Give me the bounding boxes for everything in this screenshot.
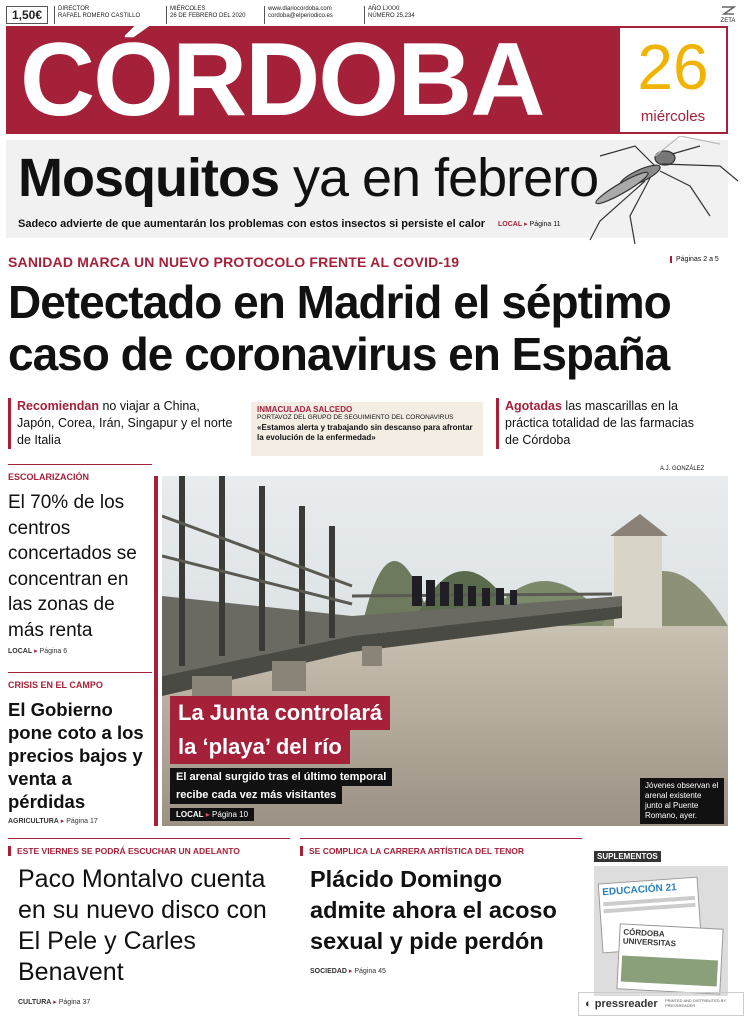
supplements-label: SUPLEMENTOS	[594, 851, 661, 862]
triangle-icon: ▸	[60, 818, 65, 825]
masks-lead-word: Agotadas	[505, 399, 562, 413]
banner-headline-light: ya en febrero	[278, 148, 599, 208]
banner-ref-page: Página 11	[529, 221, 561, 228]
cover1-title: EDUCACIÓN 21	[601, 882, 678, 899]
travel-lead-word: Recomiendan	[17, 399, 99, 413]
banner-ref-section: LOCAL	[498, 221, 523, 228]
photo-credit: A.J. GONZÁLEZ	[660, 466, 705, 472]
montalvo-section: ESTE VIERNES SE PODRÁ ESCUCHAR UN ADELANTO	[8, 846, 292, 856]
date-label: 26 DE FEBRERO DEL 2020	[170, 13, 246, 19]
lead-kicker: SANIDAD MARCA UN NUEVO PROTOCOLO FRENTE AL COVID-19	[8, 254, 460, 270]
weekday-label: MIÉRCOLES	[170, 6, 206, 12]
quote-name: INMACULADA SALCEDO	[257, 405, 353, 414]
publisher-logo	[714, 6, 742, 25]
supplements[interactable]	[594, 846, 728, 996]
river-photo[interactable]	[162, 476, 728, 826]
lead-headline[interactable]	[8, 276, 744, 380]
divider	[8, 672, 152, 673]
left-story-farming[interactable]	[8, 680, 152, 825]
mosquito-icon	[560, 136, 740, 246]
director-name: RAFAEL ROMERO CASTILLO	[58, 13, 141, 19]
farming-ref-section: AGRICULTURA	[8, 818, 59, 825]
photo-ref-section: LOCAL	[176, 810, 204, 819]
bottom-story-montalvo[interactable]	[8, 846, 292, 1006]
photo-headline-line1: La Junta controlará	[170, 696, 390, 730]
year-label: AÑO LXXXI	[368, 6, 400, 12]
lead-pages-ref: Páginas 2 a 5	[670, 256, 719, 263]
cover-photo	[621, 955, 718, 986]
photo-headline-line2: la ‘playa’ del río	[170, 730, 350, 764]
triangle-icon: ▸	[205, 810, 210, 819]
cover2-title: CÓRDOBA UNIVERSITAS	[622, 927, 677, 949]
masthead	[6, 22, 728, 138]
supplement-cover-2[interactable]	[616, 923, 723, 994]
schools-ref	[8, 647, 152, 655]
montalvo-headline: Paco Montalvo cuenta en su nuevo disco con El Pele y Carles Benavent	[18, 865, 267, 986]
triangle-icon: ▸	[53, 999, 57, 1006]
triangle-icon: ▸	[34, 648, 38, 655]
photo-ref	[170, 808, 254, 821]
schools-headline: El 70% de los centros concertados se concentran en las zonas de más renta	[8, 492, 137, 641]
divider	[8, 838, 290, 839]
pressreader-fine-print: PRINTED AND DISTRIBUTED BY PRESSREADER	[665, 998, 727, 1008]
domingo-headline: Plácido Domingo admite ahora el acoso sexual y pide perdón	[310, 866, 557, 954]
newspaper-title: CÓRDOBA	[20, 22, 544, 138]
photo-sub-line2: recibe cada vez más visitantes	[170, 786, 342, 804]
zeta-logo-icon	[720, 6, 736, 15]
schools-ref-page: Página 6	[39, 648, 68, 655]
lead-col-masks	[496, 398, 708, 449]
domingo-section: SE COMPLICA LA CARRERA ARTÍSTICA DEL TENOR	[300, 846, 584, 856]
quote-box	[251, 402, 483, 456]
quote-role: PORTAVOZ DEL GRUPO DE SEGUIMIENTO DEL CORONAVIRUS	[257, 414, 454, 421]
email[interactable]: cordoba@elperiodico.es	[268, 13, 333, 19]
date-box	[618, 26, 728, 134]
schools-ref-section: LOCAL	[8, 648, 33, 655]
banner-subtitle: Sadeco advierte de que aumentarán los problemas con estos insectos si persiste el calor	[18, 218, 486, 230]
masks-text: las mascarillas en la práctica totalidad de las farmacias de Córdoba	[505, 399, 694, 447]
lead-col-travel	[8, 398, 240, 449]
quote-text: «Estamos alerta y trabajando sin descanso para afrontar la evolución de la enfermedad»	[257, 423, 473, 442]
lead-headline-line1: Detectado en Madrid el séptimo	[8, 276, 671, 328]
photo-accent-bar	[154, 476, 158, 826]
photo-ref-page: Página 10	[212, 810, 249, 819]
farming-headline: El Gobierno pone coto a los precios bajos y venta a pérdidas	[8, 699, 144, 812]
pressreader-footer[interactable]	[578, 992, 744, 1016]
supplement-covers	[594, 866, 728, 996]
website[interactable]: www.diariocordoba.com	[268, 6, 332, 12]
day-name: miércoles	[640, 108, 706, 125]
montalvo-ref	[8, 998, 292, 1006]
triangle-icon: ▸	[524, 221, 528, 228]
travel-text: no viajar a China, Japón, Corea, Irán, Singapur y el norte de Italia	[17, 399, 233, 447]
banner-page-ref	[498, 220, 561, 228]
banner-headline	[18, 148, 598, 208]
domingo-ref	[300, 967, 584, 975]
farming-ref	[8, 817, 152, 825]
farming-section: CRISIS EN EL CAMPO	[8, 680, 103, 690]
schools-section: ESCOLARIZACIÓN	[8, 472, 89, 482]
pressreader-icon: ◐	[585, 998, 592, 1010]
pressreader-logo	[585, 998, 658, 1010]
farming-ref-page: Página 17	[66, 818, 98, 825]
photo-sub-line1: El arenal surgido tras el último temporal	[170, 768, 392, 786]
domingo-ref-page: Página 45	[354, 968, 386, 975]
issue-number: NÚMERO 25.234	[368, 13, 415, 19]
day-number: 26	[637, 31, 709, 103]
montalvo-ref-page: Página 37	[58, 999, 91, 1006]
domingo-ref-section: SOCIEDAD	[310, 968, 347, 975]
divider	[300, 838, 582, 839]
banner-headline-bold: Mosquitos	[18, 148, 279, 208]
photo-caption: Jóvenes observan el arenal existente junto al Puente Romano, ayer.	[640, 778, 724, 824]
lead-headline-line2: caso de coronavirus en España	[8, 328, 670, 380]
director-label: DIRECTOR	[58, 6, 90, 12]
divider	[8, 464, 152, 465]
left-story-schools[interactable]	[8, 472, 152, 655]
pressreader-brand: pressreader	[594, 998, 658, 1010]
price: 1,50€	[6, 6, 48, 24]
montalvo-ref-section: CULTURA	[18, 999, 52, 1006]
triangle-icon: ▸	[348, 968, 353, 975]
publisher-name: ZETA	[720, 18, 736, 24]
bottom-story-domingo[interactable]	[300, 846, 584, 975]
